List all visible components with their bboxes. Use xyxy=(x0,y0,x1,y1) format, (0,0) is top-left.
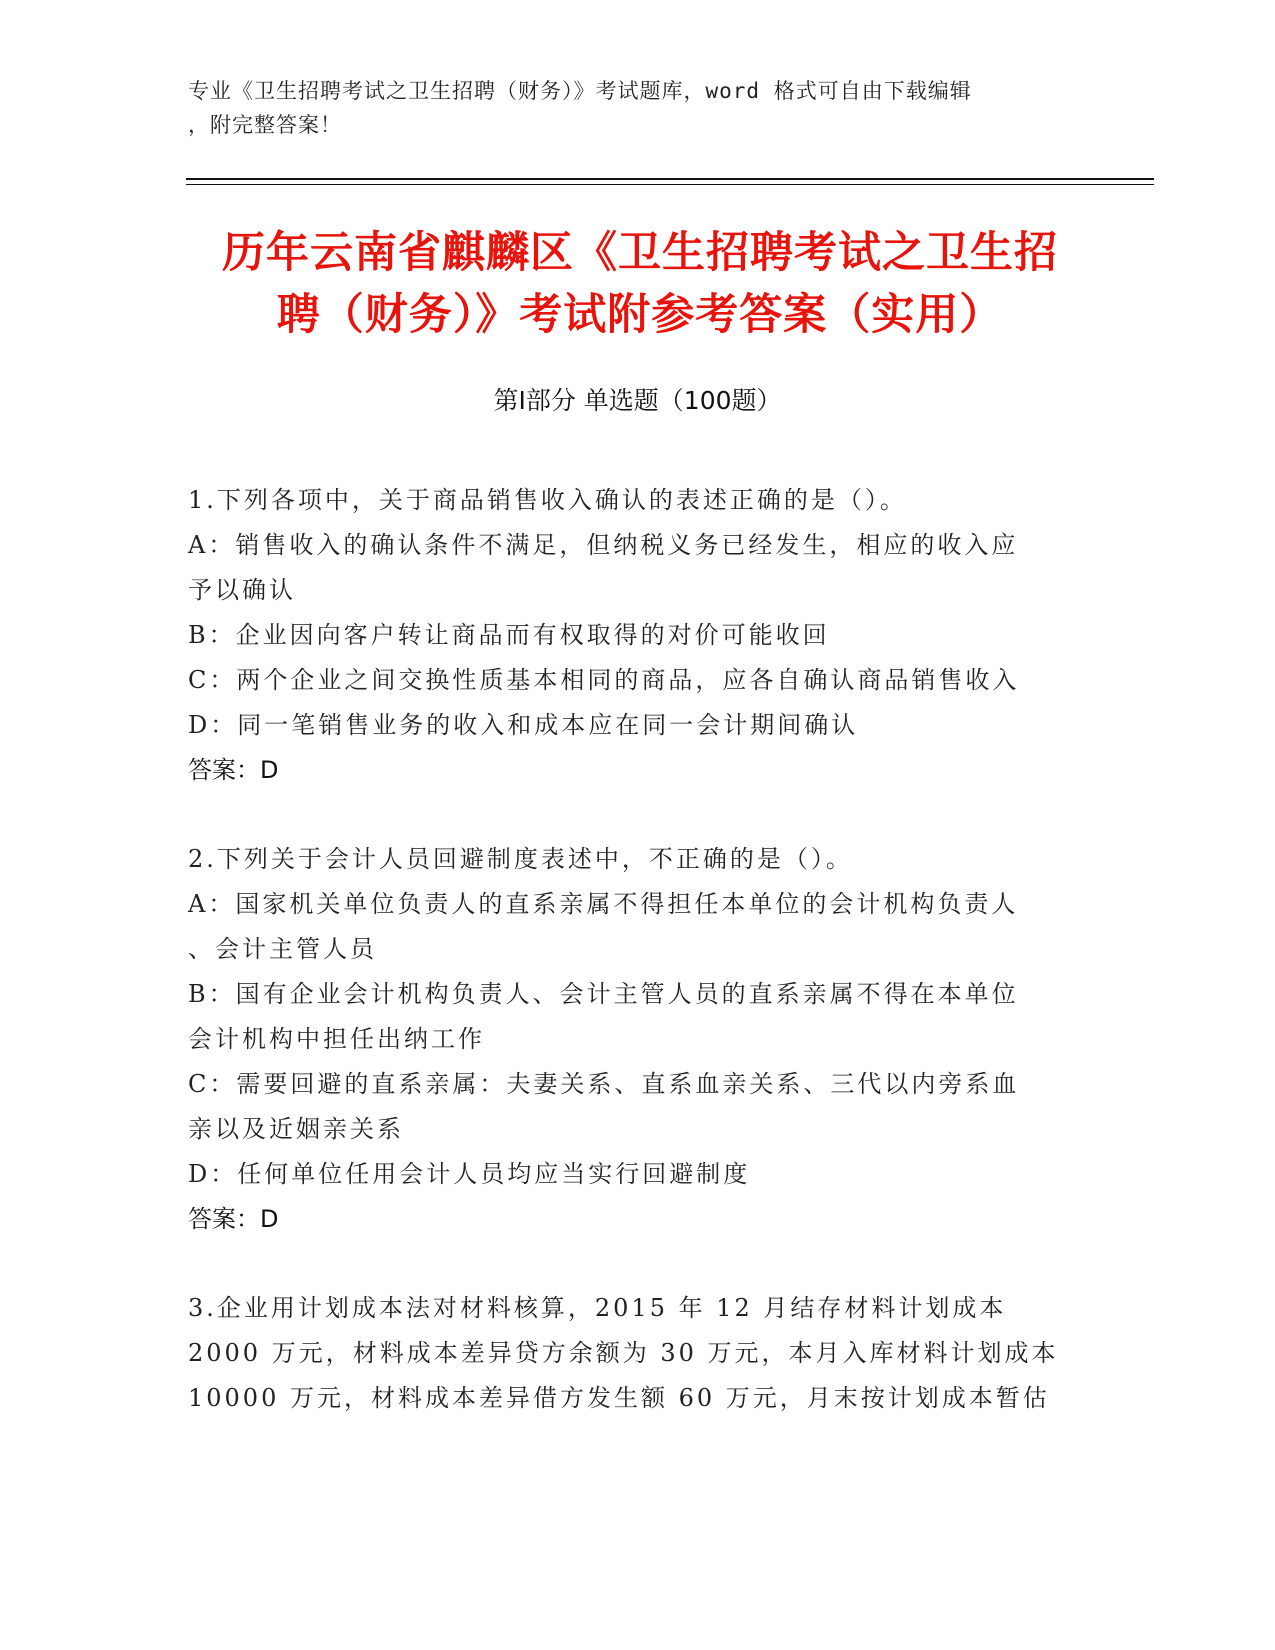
option-c: C：需要回避的直系亲属：夫妻关系、直系血亲关系、三代以内旁系血 xyxy=(188,1070,1020,1098)
option-c-continued: 亲以及近姻亲关系 xyxy=(188,1115,404,1143)
question-2 xyxy=(188,837,1078,1242)
question-list xyxy=(188,478,1078,1465)
header-divider xyxy=(186,178,1154,180)
header-note xyxy=(188,74,1068,142)
option-d: D：任何单位任用会计人员均应当实行回避制度 xyxy=(188,1160,751,1188)
option-b: B：企业因向客户转让商品而有权取得的对价可能收回 xyxy=(188,621,830,649)
document-title-line: 聘（财务）》考试附参考答案（实用） xyxy=(276,290,1004,340)
option-a: A：国家机关单位负责人的直系亲属不得担任本单位的会计机构负责人 xyxy=(188,890,1019,918)
header-divider-thin xyxy=(186,184,1154,185)
answer: 答案：D xyxy=(188,756,279,784)
option-d: D：同一笔销售业务的收入和成本应在同一会计期间确认 xyxy=(188,711,859,739)
question-stem-continued: 10000 万元，材料成本差异借方发生额 60 万元，月末按计划成本暂估 xyxy=(188,1384,1050,1412)
option-b: B：国有企业会计机构负责人、会计主管人员的直系亲属不得在本单位 xyxy=(188,980,1019,1008)
question-3 xyxy=(188,1286,1078,1421)
option-a-continued: 予以确认 xyxy=(188,576,296,604)
document-title xyxy=(190,222,1090,346)
header-note-line: ，附完整答案！ xyxy=(188,113,342,137)
option-c: C：两个企业之间交换性质基本相同的商品，应各自确认商品销售收入 xyxy=(188,666,1020,694)
option-a-continued: 、会计主管人员 xyxy=(188,935,377,963)
section-heading: 第Ⅰ部分 单选题（100题） xyxy=(493,386,782,415)
option-b-continued: 会计机构中担任出纳工作 xyxy=(188,1025,485,1053)
question-stem: 2.下列关于会计人员回避制度表述中，不正确的是（）。 xyxy=(188,845,853,873)
header-note-line: 专业《卫生招聘考试之卫生招聘（财务）》考试题库，word 格式可自由下载编辑 xyxy=(188,79,972,103)
answer: 答案：D xyxy=(188,1205,279,1233)
question-stem: 1.下列各项中，关于商品销售收入确认的表述正确的是（）。 xyxy=(188,486,907,514)
option-a: A：销售收入的确认条件不满足，但纳税义务已经发生，相应的收入应 xyxy=(188,531,1019,559)
question-1 xyxy=(188,478,1078,793)
question-stem: 3.企业用计划成本法对材料核算，2015 年 12 月结存材料计划成本 xyxy=(188,1294,1007,1322)
document-title-line: 历年云南省麒麟区《卫生招聘考试之卫生招 xyxy=(222,228,1058,278)
question-stem-continued: 2000 万元，材料成本差异贷方余额为 30 万元，本月入库材料计划成本 xyxy=(188,1339,1059,1367)
